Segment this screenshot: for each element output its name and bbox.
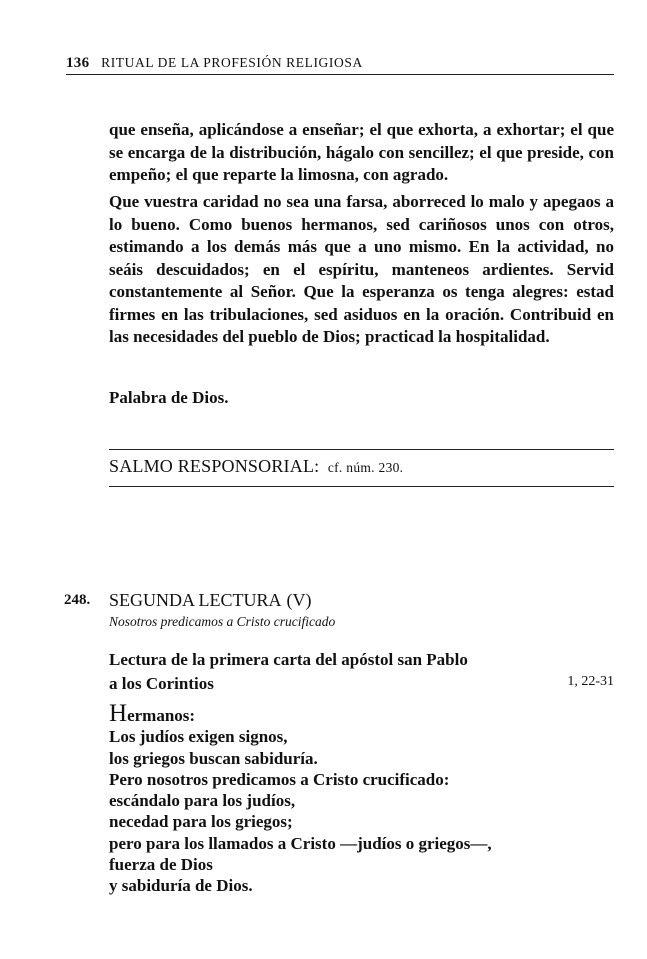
psalm-reference: cf. núm. 230.: [327, 460, 404, 475]
reading-announcement: [109, 648, 468, 696]
page-number: 136: [66, 55, 90, 71]
psalm-label: SALMO RESPONSORIAL:: [109, 456, 320, 476]
section-subtitle: Nosotros predicamos a Cristo crucificado: [109, 614, 336, 629]
reading-line: Los judíos exigen signos,: [109, 727, 288, 747]
reading-line: fuerza de Dios: [109, 855, 213, 875]
reading-text: [109, 700, 492, 897]
reading-first-line: [109, 700, 492, 727]
closing-acclamation: Palabra de Dios.: [109, 388, 229, 407]
reading-line: necedad para los griegos;: [109, 812, 293, 832]
paragraph-exhortation: Que vuestra caridad no sea una farsa, aborreced lo malo y apegaos a lo bueno. Como buenos hermanos, sed cariñosos unos con otros, estimando a los demás más que a uno mismo. En la actividad, no seáis descuidados; en el espíritu, manteneos ardientes. Servid constantemente al Señor. Que la esperanza os tenga alegres: estad firmes en las tribulaciones, sed asiduos en la oración. Contribuid en las necesidades del pueblo de Dios; practicad la hospitalidad.: [109, 192, 614, 346]
running-header: [66, 55, 614, 72]
paragraph-continuation: que enseña, aplicándose a enseñar; el que exhorta, a exhortar; el que se encarga de la distribución, hágalo con sencillez; el que preside, con empeño; el que reparte la limosna, con agrado.: [109, 120, 614, 184]
first-line-rest: ermanos:: [127, 706, 196, 725]
reading-line: Pero nosotros predicamos a Cristo crucificado:: [109, 769, 450, 789]
announcement-line-1: Lectura de la primera carta del apóstol san Pablo: [109, 650, 468, 669]
reading-line: pero para los llamados a Cristo —judíos o griegos—,: [109, 833, 492, 853]
reading-line: y sabiduría de Dios.: [109, 876, 253, 896]
header-rule: [66, 74, 614, 75]
reading-line: escándalo para los judíos,: [109, 791, 296, 811]
section-title-variant: (V): [286, 590, 312, 610]
psalm-rule-bottom: [109, 486, 614, 487]
announcement-line-2: a los Corintios: [109, 674, 214, 693]
section-title-text: SEGUNDA LECTURA: [109, 590, 282, 610]
section-number: 248.: [64, 592, 91, 608]
reading-line: los griegos buscan sabiduría.: [109, 748, 318, 768]
scripture-citation: 1, 22-31: [567, 674, 614, 689]
psalm-rule-top: [109, 449, 614, 450]
psalm-heading: [109, 456, 403, 477]
section-title: [109, 590, 312, 611]
initial-letter: H: [109, 700, 128, 727]
running-title: RITUAL DE LA PROFESIÓN RELIGIOSA: [101, 55, 363, 70]
